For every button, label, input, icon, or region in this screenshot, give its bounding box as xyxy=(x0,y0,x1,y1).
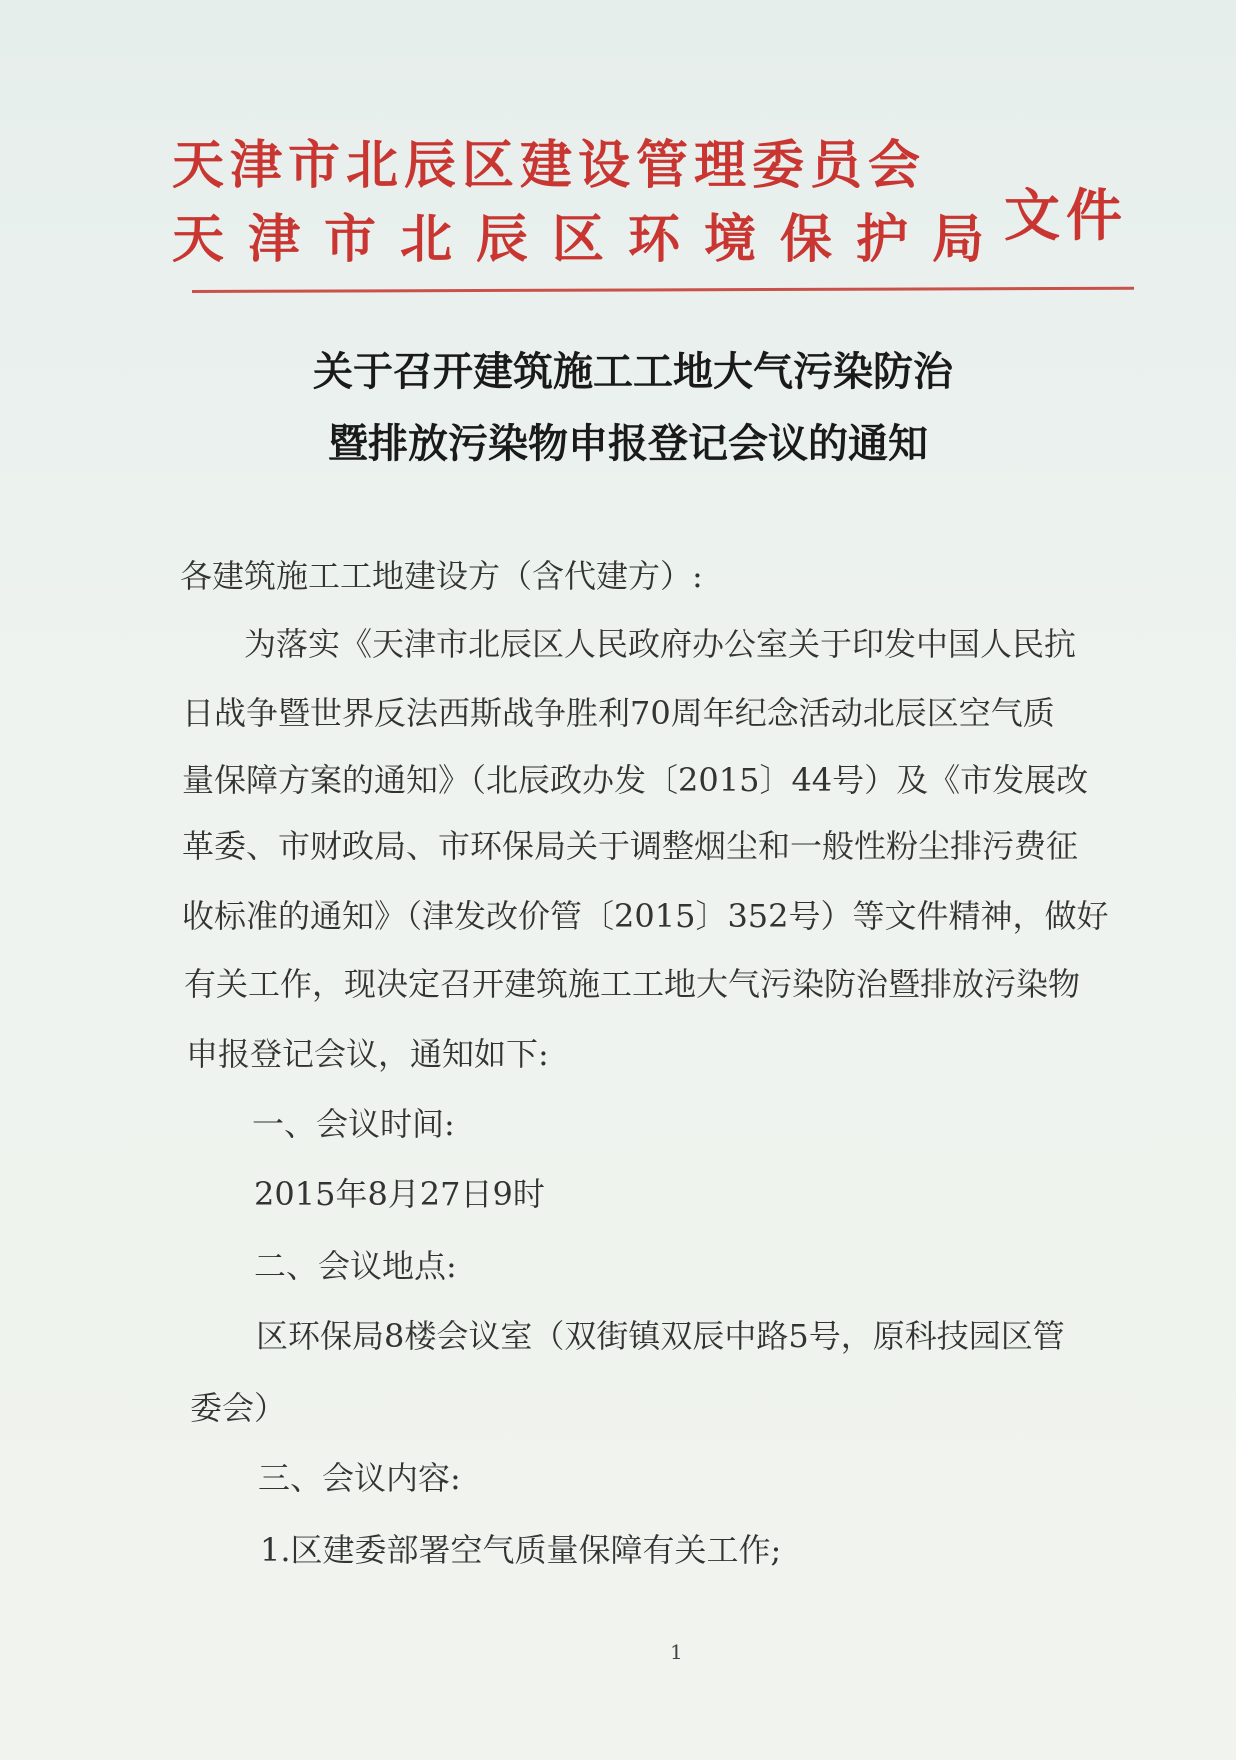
body-paragraph-line: 日战争暨世界反法西斯战争胜利70周年纪念活动北辰区空气质 xyxy=(182,694,1055,732)
body-paragraph-line: 为落实《天津市北辰区人民政府办公室关于印发中国人民抗 xyxy=(244,625,1077,663)
meeting-location-value-continued: 委会） xyxy=(190,1389,287,1427)
issuer-name-environmental-bureau: 天津市北辰区环境保护局 xyxy=(172,210,1009,270)
body-paragraph-line: 量保障方案的通知》（北辰政办发〔2015〕44号）及《市发展改 xyxy=(182,761,1089,799)
document-title-line-2: 暨排放污染物申报登记会议的通知 xyxy=(328,421,928,467)
body-paragraph-line: 革委、市财政局、市环保局关于调整烟尘和一般性粉尘排污费征 xyxy=(182,827,1079,865)
section-heading-meeting-content: 三、会议内容: xyxy=(258,1459,461,1497)
body-paragraph-line: 申报登记会议，通知如下: xyxy=(186,1035,549,1073)
meeting-content-item: 1.区建委部署空气质量保障有关工作; xyxy=(260,1531,782,1569)
section-heading-meeting-time: 一、会议时间: xyxy=(252,1105,455,1143)
section-heading-meeting-location: 二、会议地点: xyxy=(254,1247,457,1285)
issuer-name-construction-committee: 天津市北辰区建设管理委员会 xyxy=(172,136,927,196)
meeting-time-value: 2015年8月27日9时 xyxy=(254,1175,545,1213)
body-paragraph-line: 收标准的通知》（津发改价管〔2015〕352号）等文件精神，做好 xyxy=(182,897,1109,935)
salutation: 各建筑施工工地建设方（含代建方）: xyxy=(180,557,703,595)
document-header xyxy=(172,138,1132,298)
body-paragraph-line: 有关工作，现决定召开建筑施工工地大气污染防治暨排放污染物 xyxy=(184,965,1081,1003)
document-title-line-1: 关于召开建筑施工工地大气污染防治 xyxy=(313,349,953,395)
meeting-location-value: 区环保局8楼会议室（双街镇双辰中路5号，原科技园区管 xyxy=(256,1317,1065,1355)
page-number: 1 xyxy=(670,1640,683,1664)
document-type-label: 文件 xyxy=(1004,184,1128,249)
